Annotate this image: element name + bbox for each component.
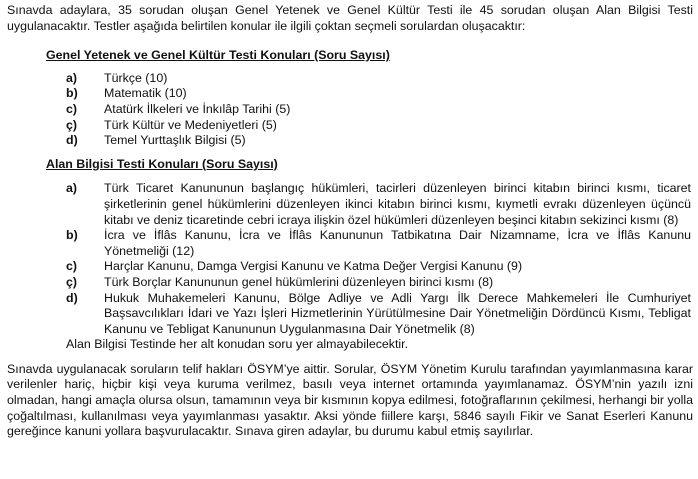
- list-item: [7, 275, 693, 291]
- list-item: [7, 259, 693, 275]
- item-letter: ç): [66, 117, 78, 132]
- item-letter: a): [66, 70, 78, 85]
- document-page: [7, 3, 693, 440]
- list-item: [7, 181, 693, 228]
- item-text: Matematik (10): [104, 86, 187, 101]
- field-test-heading: Alan Bilgisi Testi Konuları (Soru Sayısı): [46, 156, 278, 171]
- item-letter: c): [66, 101, 78, 116]
- item-text: Temel Yurttaşlık Bilgisi (5): [104, 133, 246, 148]
- list-item: [7, 102, 693, 118]
- item-letter: d): [66, 133, 78, 148]
- intro-paragraph: Sınavda adaylara, 35 sorudan oluşan Genel Yetenek ve Genel Kültür Testi ile 45 sorudan oluşan Alan Bilgisi Testi uygulanacaktır. Testler aşağıda belirtilen konular ile ilgili çoktan seçmeli sorulardan oluşacaktır:: [7, 3, 693, 33]
- item-letter: b): [66, 228, 78, 243]
- copyright-paragraph: Sınavda uygulanacak soruların telif hakları ÖSYM’ye aittir. Sorular, ÖSYM Yönetim Kurulu tarafından yayımlanmasına karar verilenler hariç, hiçbir kişi veya kuruma verilmez, basılı veya internet ortamında yayımlanamaz. ÖSYM’nin yazılı izni olmadan, hangi amaçla olursa olsun, tamamının veya bir kısmının kopya edilmesi, fotoğraflarının çekilmesi, herhangi bir yolla çoğaltılması, kullanılması veya yayımlanması yasaktır. Aksi yönde fiillere karşı, 5846 sayılı Fikir ve Sanat Eserleri Kanunu gereğince kanuni yollara başvurulacaktır. Sınava giren adaylar, bu durumu kabul etmiş sayılırlar.: [7, 361, 693, 439]
- list-item: [7, 86, 693, 102]
- general-test-heading: Genel Yetenek ve Genel Kültür Testi Konuları (Soru Sayısı): [46, 48, 390, 63]
- list-item: [7, 291, 693, 338]
- field-topic-list: [7, 181, 693, 337]
- item-letter: ç): [66, 274, 78, 289]
- list-item: [7, 133, 693, 149]
- item-letter: c): [66, 259, 78, 274]
- item-text: Harçlar Kanunu, Damga Vergisi Kanunu ve Katma Değer Vergisi Kanunu (9): [104, 259, 523, 274]
- item-text: Hukuk Muhakemeleri Kanunu, Bölge Adliye ve Adli Yargı İlk Derece Mahkemeleri İle Cumhuriyet Başsavcılıkları İdari ve Yazı İşleri Hizmetlerinin Yürütülmesine Dair Yönetmeliğin Dördüncü Kısmı, Tebligat Kanunu ve Tebligat Kanununun Uygulanmasına Dair Yönetmelik (8): [104, 290, 691, 336]
- item-letter: a): [66, 181, 78, 196]
- item-text: Türk Borçlar Kanununun genel hükümlerini düzenleyen birinci kısmı (8): [104, 274, 494, 289]
- field-test-note: Alan Bilgisi Testinde her alt konudan soru yer almayabilecektir.: [66, 337, 409, 352]
- item-letter: b): [66, 86, 78, 101]
- item-text: Türk Kültür ve Medeniyetleri (5): [104, 117, 277, 132]
- item-text: İcra ve İflâs Kanunu, İcra ve İflâs Kanununun Tatbikatına Dair Nizamname, İcra ve İflâs Kanunu Yönetmeliği (12): [104, 228, 691, 258]
- list-item: [7, 228, 693, 259]
- item-text: Türk Ticaret Kanununun başlangıç hükümleri, tacirleri düzenleyen birinci kitabın birinci kısmı, ticaret şirketlerinin genel hükümlerini düzenleyen ikinci kitabın birinci kısmı, kıymetli evrakı düzenleyen üçüncü kitabı ve deniz ticaretinde cebri icraya ilişkin özel hükümleri düzenleyen beşinci kitabın sekizinci kısmı (8): [104, 181, 691, 227]
- list-item: [7, 118, 693, 134]
- list-item: [7, 71, 693, 87]
- general-topic-list: [7, 71, 693, 149]
- item-letter: d): [66, 290, 78, 305]
- item-text: Atatürk İlkeleri ve İnkılâp Tarihi (5): [104, 101, 291, 116]
- item-text: Türkçe (10): [104, 70, 168, 85]
